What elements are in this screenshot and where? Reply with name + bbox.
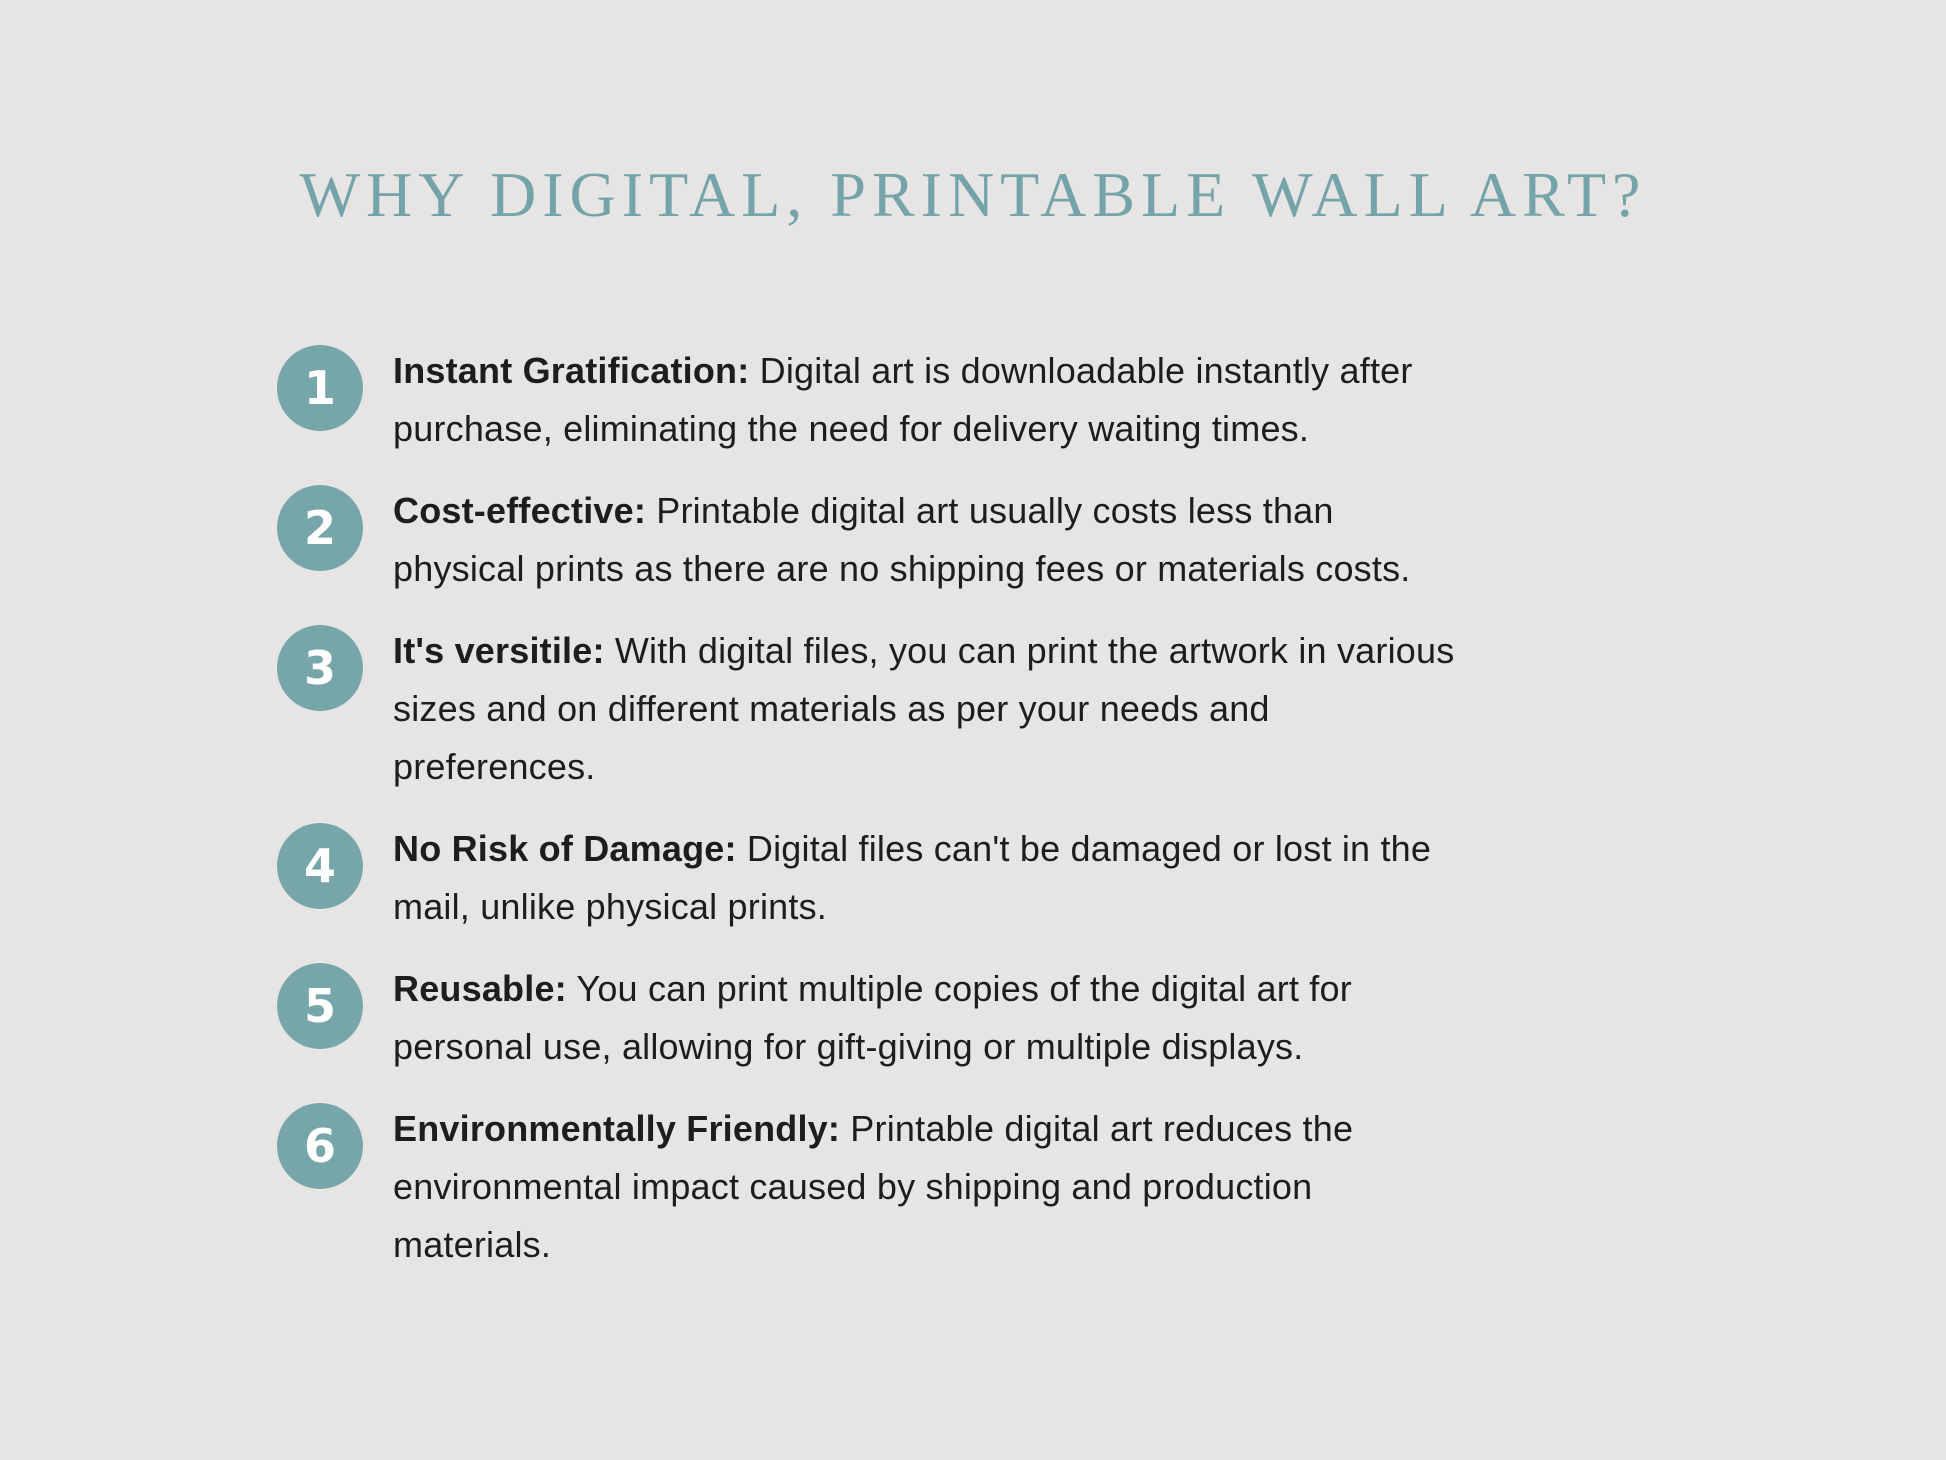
item-text-line: sizes and on different materials as per your needs and bbox=[393, 688, 1270, 729]
item-text-line: preferences. bbox=[393, 746, 596, 787]
list-item bbox=[277, 622, 1454, 796]
item-number-badge: 3 bbox=[277, 625, 363, 711]
item-number-badge: 1 bbox=[277, 345, 363, 431]
item-text bbox=[393, 820, 1431, 936]
item-number-badge: 2 bbox=[277, 485, 363, 571]
item-text bbox=[393, 1100, 1353, 1274]
list-item bbox=[277, 342, 1454, 458]
item-text-line: physical prints as there are no shipping fees or materials costs. bbox=[393, 548, 1411, 589]
list-item bbox=[277, 960, 1454, 1076]
item-text-line: personal use, allowing for gift-giving or multiple displays. bbox=[393, 1026, 1304, 1067]
item-lead-label: Environmentally Friendly: bbox=[393, 1108, 841, 1149]
list-item bbox=[277, 482, 1454, 598]
item-lead-label: It's versitile: bbox=[393, 630, 605, 671]
item-lead-label: Instant Gratification: bbox=[393, 350, 750, 391]
item-text-line: Reusable: You can print multiple copies of the digital art for bbox=[393, 968, 1352, 1009]
item-text-line: Instant Gratification: Digital art is downloadable instantly after bbox=[393, 350, 1413, 391]
list-item bbox=[277, 1100, 1454, 1274]
item-text bbox=[393, 342, 1413, 458]
item-text bbox=[393, 960, 1352, 1076]
item-text-line: Cost-effective: Printable digital art usually costs less than bbox=[393, 490, 1334, 531]
item-text-line: No Risk of Damage: Digital files can't be damaged or lost in the bbox=[393, 828, 1432, 869]
item-lead-label: Reusable: bbox=[393, 968, 567, 1009]
item-text-line: mail, unlike physical prints. bbox=[393, 886, 827, 927]
item-lead-label: No Risk of Damage: bbox=[393, 828, 737, 869]
page-title: WHY DIGITAL, PRINTABLE WALL ART? bbox=[299, 159, 1647, 230]
item-text-line: It's versitile: With digital files, you can print the artwork in various bbox=[393, 630, 1455, 671]
item-lead-label: Cost-effective: bbox=[393, 490, 647, 531]
item-text bbox=[393, 622, 1454, 796]
item-number-badge: 6 bbox=[277, 1103, 363, 1189]
list-item bbox=[277, 820, 1454, 936]
item-text-line: environmental impact caused by shipping and production bbox=[393, 1166, 1313, 1207]
item-text-line: Environmentally Friendly: Printable digital art reduces the bbox=[393, 1108, 1354, 1149]
item-text-line: materials. bbox=[393, 1224, 552, 1265]
item-text bbox=[393, 482, 1410, 598]
benefits-list bbox=[277, 342, 1454, 1274]
item-number-badge: 5 bbox=[277, 963, 363, 1049]
item-text-line: purchase, eliminating the need for delivery waiting times. bbox=[393, 408, 1310, 449]
item-number-badge: 4 bbox=[277, 823, 363, 909]
